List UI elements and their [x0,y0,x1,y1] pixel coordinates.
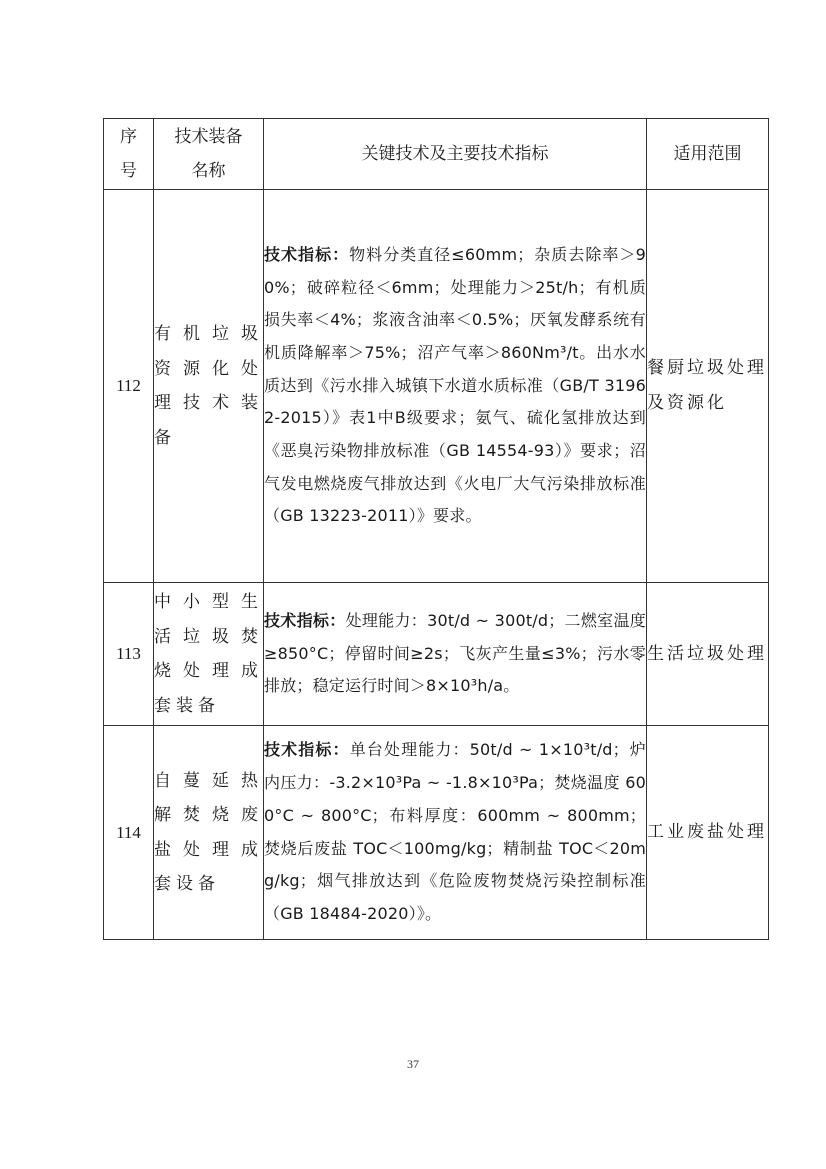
row-spec [264,190,647,583]
table-row [104,583,769,726]
row-seq: 114 [104,726,154,940]
row-scope: 餐厨垃圾处理及资源化 [647,190,769,583]
header-seq: 序号 [104,119,154,190]
page-number: 37 [407,1057,419,1071]
spec-text: 处理能力：30t/d ~ 300t/d；二燃室温度≥850°C；停留时间≥2s；飞灰产生量≤3%；污水零排放；稳定运行时间＞8×10³h/a。 [264,610,646,696]
spec-text: 单台处理能力：50t/d ~ 1×10³t/d；炉内压力：-3.2×10³Pa ~ -1.8×10³Pa；焚烧温度 600°C ~ 800°C；布料厚度：600mm ~ 800mm；焚烧后废盐 TOC＜100mg/kg；精制盐 TOC＜20mg/kg；烟气排放达到《危险废物焚烧污染控制标准（GB 18484-2020）》。 [264,740,646,923]
row-equipment-name: 有机垃圾资源化处理技术装备 [154,190,264,583]
row-spec [264,583,647,726]
row-seq: 112 [104,190,154,583]
row-equipment-name: 中小型生活垃圾焚烧处理成套装备 [154,583,264,726]
row-scope: 工业废盐处理 [647,726,769,940]
table-row [104,726,769,940]
spec-text: 物料分类直径≤60mm；杂质去除率＞90%；破碎粒径＜6mm；处理能力＞25t/h；有机质损失率＜4%；浆液含油率＜0.5%；厌氧发酵系统有机质降解率＞75%；沼产气率＞860Nm³/t。出水水质达到《污水排入城镇下水道水质标准（GB/T 31962-2015）》表1中B级要求；氨气、硫化氢排放达到《恶臭污染物排放标准（GB 14554-93）》要求；沼气发电燃烧废气排放达到《火电厂大气污染排放标准（GB 13223-2011）》要求。 [264,244,646,526]
technology-equipment-table [103,118,769,940]
header-key-tech: 关键技术及主要技术指标 [264,119,647,190]
row-seq: 113 [104,583,154,726]
spec-label: 技术指标： [264,610,346,630]
row-scope: 生活垃圾处理 [647,583,769,726]
row-spec [264,726,647,940]
header-name: 技术装备名称 [154,119,264,190]
header-scope: 适用范围 [647,119,769,190]
spec-label: 技术指标： [264,740,350,760]
row-equipment-name: 自蔓延热解焚烧废盐处理成套设备 [154,726,264,940]
table-header-row [104,119,769,190]
spec-label: 技术指标： [264,244,350,264]
table-row [104,190,769,583]
